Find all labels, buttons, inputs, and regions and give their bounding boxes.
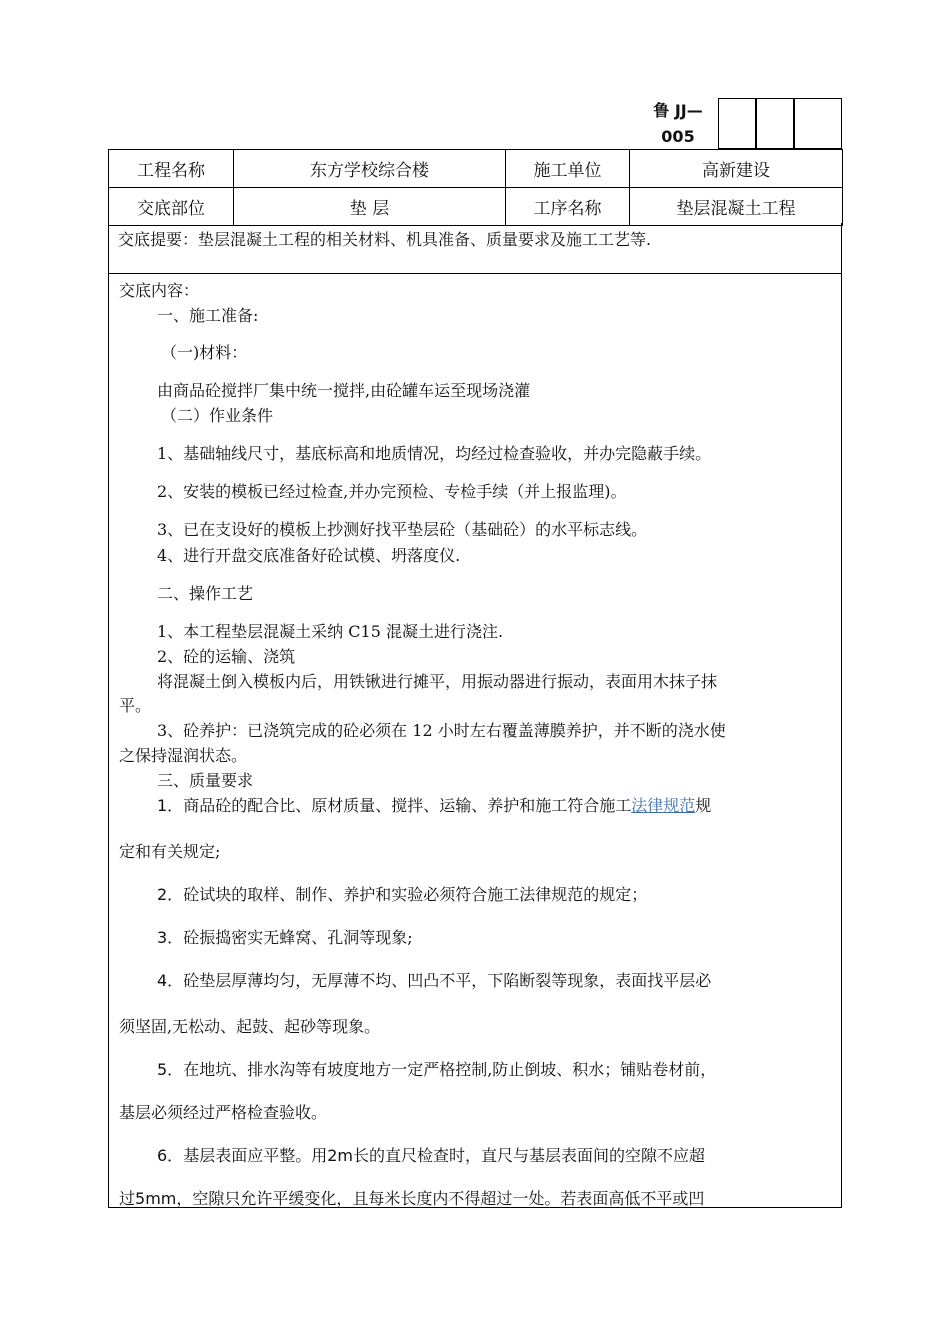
content-line: 3、砼养护：已浇筑完成的砼必须在 12 小时左右覆盖薄膜养护，并不断的浇水使	[157, 721, 726, 740]
content-line: 二、操作工艺	[157, 584, 254, 603]
quality-item-4	[157, 968, 711, 991]
location-value: 垫 层	[234, 188, 506, 226]
quality-item-3	[157, 925, 413, 948]
code-box-1	[718, 98, 756, 149]
quality-item-5	[157, 1057, 716, 1080]
content-line: 2、安装的模板已经过检查,并办完预检、专检手续（并上报监理)。	[157, 482, 627, 501]
quality-item-text: 砼垫层厚薄均匀，无厚薄不均、凹凸不平，下陷断裂等现象，表面找平层必	[183, 971, 712, 990]
quality-item-measure: 2m	[327, 1146, 353, 1165]
content-heading: 交底内容：	[119, 281, 200, 300]
quality-item-number: 5．	[157, 1060, 184, 1079]
content-line: 3、已在支设好的模板上抄测好找平垫层砼（基础砼）的水平标志线。	[157, 520, 648, 539]
quality-item-4-cont: 须坚固,无松动、起鼓、起砂等现象。	[119, 1017, 381, 1036]
content-line: （二）作业条件	[161, 406, 274, 425]
content-line: 1、基础轴线尺寸，基底标高和地质情况，均经过检查验收，并办完隐蔽手续。	[157, 444, 712, 463]
quality-item-1	[157, 793, 711, 816]
content-line: 将混凝土倒入模板内后，用铁锹进行摊平，用振动器进行振动，表面用木抹子抹	[157, 672, 718, 691]
contractor-label: 施工单位	[506, 150, 630, 188]
quality-item-1-cont: 定和有关规定;	[119, 842, 221, 861]
form-code	[638, 98, 718, 150]
content-line: 由商品砼搅拌厂集中统一搅拌,由砼罐车运至现场浇灌	[157, 381, 531, 400]
code-box-2	[756, 98, 794, 149]
process-value: 垫层混凝土工程	[630, 188, 843, 226]
quality-item-6	[157, 1143, 705, 1166]
info-row-1	[109, 150, 843, 188]
project-name-value: 东方学校综合楼	[234, 150, 506, 188]
quality-item-text: 砼振捣密实无蜂窝、孔洞等现象;	[183, 928, 413, 947]
quality-item-number: 3．	[157, 928, 184, 947]
quality-item-number: 6．	[157, 1146, 184, 1165]
process-label: 工序名称	[506, 188, 630, 226]
quality-item-text: 过	[119, 1189, 136, 1208]
quality-item-number: 1．	[157, 796, 184, 815]
quality-item-text: 长的直尺检查时，直尺与基层表面间的空隙不应超	[352, 1146, 705, 1165]
content-line: 平。	[119, 696, 152, 715]
code-box-3	[794, 98, 842, 149]
quality-item-text: ，空隙只允许平缓变化，且每米长度内不得超过一处。若表面高低不平或凹	[176, 1189, 705, 1208]
quality-item-text: 商品砼的配合比、原材质量、搅拌、运输、养护和施工符合施工	[183, 796, 632, 815]
summary: 交底提要：垫层混凝土工程的相关材料、机具准备、质量要求及施工工艺等.	[108, 223, 842, 274]
form-code-line1: 鲁 JJ—	[653, 101, 703, 120]
content-line: 一、施工准备:	[157, 306, 259, 325]
location-label: 交底部位	[109, 188, 234, 226]
quality-item-5-cont: 基层必须经过严格检查验收。	[119, 1103, 328, 1122]
content-line: 4、进行开盘交底准备好砼试模、坍落度仪.	[157, 546, 461, 565]
form-code-line2: 005	[661, 127, 695, 146]
content-line: 三、质量要求	[157, 771, 254, 790]
content-line: 1、本工程垫层混凝土采纳 C15 混凝土进行浇注.	[157, 622, 504, 641]
regulation-link[interactable]: 法律规范	[631, 796, 696, 815]
quality-item-text: 在地坑、排水沟等有坡度地方一定严格控制,防止倒坡、积水；铺贴卷材前，	[183, 1060, 717, 1079]
info-row-2	[109, 188, 843, 226]
contractor-value: 高新建设	[630, 150, 843, 188]
content-line: （一)材料：	[161, 343, 248, 362]
info-table	[108, 149, 843, 226]
quality-item-6-cont	[119, 1186, 704, 1209]
quality-item-text: 规	[695, 796, 712, 815]
project-name-label: 工程名称	[109, 150, 234, 188]
content-line: 之保持湿润状态。	[119, 746, 248, 765]
quality-item-text: 砼试块的取样、制作、养护和实验必须符合施工法律规范的规定；	[183, 885, 648, 904]
quality-item-measure: 5mm	[135, 1189, 177, 1208]
quality-item-2	[157, 882, 647, 905]
quality-item-number: 2．	[157, 885, 184, 904]
quality-item-text: 基层表面应平整。用	[183, 1146, 328, 1165]
content-line: 2、砼的运输、浇筑	[157, 647, 296, 666]
content-box	[108, 273, 842, 1208]
quality-item-number: 4．	[157, 971, 184, 990]
